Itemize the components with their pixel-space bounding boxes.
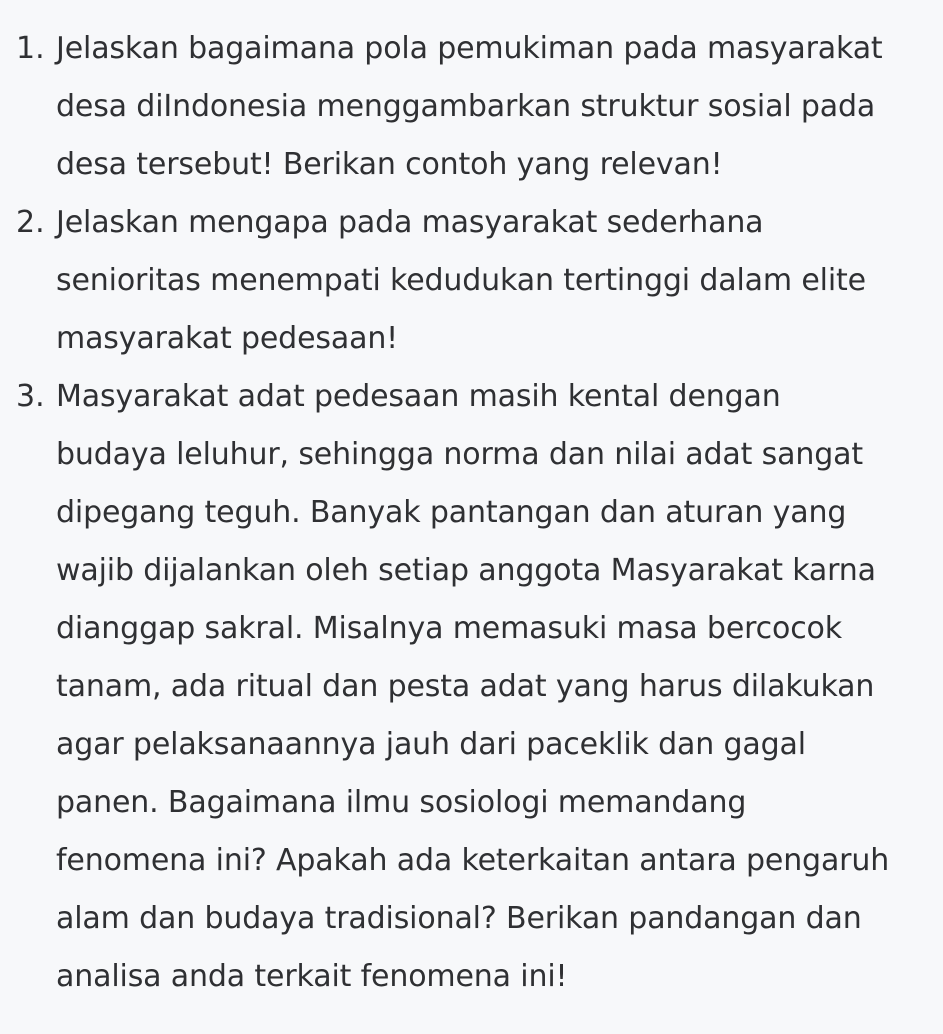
question-item-2 <box>16 194 919 368</box>
question-number: 1. <box>16 31 45 66</box>
question-number: 2. <box>16 205 45 240</box>
question-text: Jelaskan bagaimana pola pemukiman pada masyarakat desa diIndonesia menggambarkan struktur sosial pada desa tersebut! Berikan contoh yang relevan! <box>56 31 883 182</box>
question-text: Masyarakat adat pedesaan masih kental dengan budaya leluhur, sehingga norma dan nilai adat sangat dipegang teguh. Banyak pantangan dan aturan yang wajib dijalankan oleh setiap anggota Masyarakat karna dianggap sakral. Misalnya memasuki masa bercocok tanam, ada ritual dan pesta adat yang harus dilakukan agar pelaksanaannya jauh dari paceklik dan gagal panen. Bagaimana ilmu sosiologi memandang fenomena ini? Apakah ada keterkaitan antara pengaruh alam dan budaya tradisional? Berikan pandangan dan analisa anda terkait fenomena ini! <box>56 379 890 994</box>
question-item-3 <box>16 368 919 1006</box>
question-item-1 <box>16 20 919 194</box>
question-number: 3. <box>16 379 45 414</box>
question-text: Jelaskan mengapa pada masyarakat sederhana senioritas menempati kedudukan tertinggi dalam elite masyarakat pedesaan! <box>56 205 866 356</box>
